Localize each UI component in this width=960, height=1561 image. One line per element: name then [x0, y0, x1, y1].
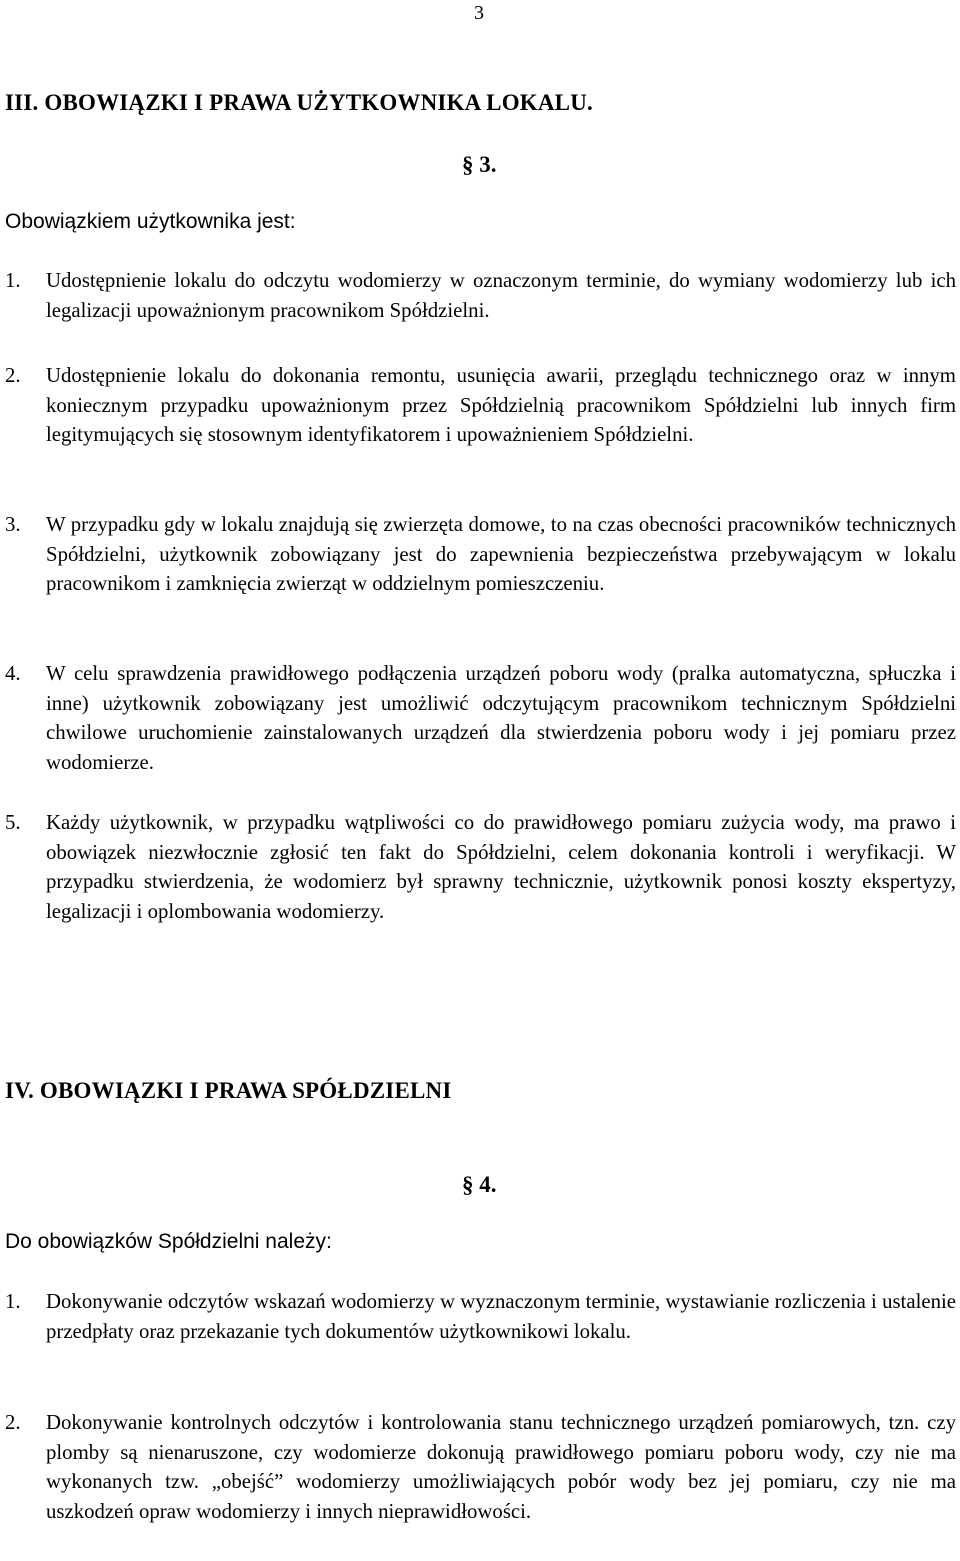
list-item — [5, 659, 956, 777]
list-item — [5, 510, 956, 599]
item-text: Udostępnienie lokalu do dokonania remontu, usunięcia awarii, przeglądu technicznego oraz w innym koniecznym przypadku upoważnionym przez Spółdzielnią pracownikom Spółdzielni lub innych firm legitymujących się stosownym identyfikatorem i upoważnieniem Spółdzielni. — [46, 364, 956, 447]
list-item — [5, 361, 956, 450]
item-number: 1. — [5, 1290, 21, 1313]
item-number: 1. — [5, 269, 21, 292]
item-text: W przypadku gdy w lokalu znajdują się zwierzęta domowe, to na czas obecności pracowników technicznych Spółdzielni, użytkownik zobowiązany jest do zapewnienia bezpieczeństwa przebywającym w lokalu pracownikom i zamknięcia zwierząt w oddzielnym pomieszczeniu. — [46, 513, 956, 596]
section-4-intro: Do obowiązków Spółdzielni należy: — [5, 1230, 332, 1253]
item-text: Dokonywanie odczytów wskazań wodomierzy w wyznaczonym terminie, wystawianie rozliczenia i ustalenie przedpłaty oraz przekazanie tych dokumentów użytkownikowi lokalu. — [46, 1290, 956, 1343]
list-item — [5, 1287, 956, 1346]
item-text: Każdy użytkownik, w przypadku wątpliwości co do prawidłowego pomiaru zużycia wody, ma prawo i obowiązek niezwłocznie zgłosić ten fakt do Spółdzielni, celem dokonania kontroli i weryfikacji. W przypadku stwierdzenia, że wodomierz był sprawny technicznie, użytkownik ponosi koszty ekspertyzy, legalizacji i oplombowania wodomierzy. — [46, 811, 956, 923]
list-item — [5, 1408, 956, 1526]
item-number: 4. — [5, 662, 21, 685]
list-item — [5, 266, 956, 325]
section-3-paragraph-sign: § 3. — [462, 152, 497, 177]
section-3-heading: III. OBOWIĄZKI I PRAWA UŻYTKOWNIKA LOKALU. — [5, 90, 593, 115]
section-4-paragraph-sign: § 4. — [462, 1172, 497, 1197]
item-text: Udostępnienie lokalu do odczytu wodomierzy w oznaczonym terminie, do wymiany wodomierzy lub ich legalizacji upoważnionym pracownikom Spółdzielni. — [46, 269, 956, 322]
section-3-intro: Obowiązkiem użytkownika jest: — [5, 210, 296, 233]
item-number: 3. — [5, 513, 21, 536]
section-4-heading: IV. OBOWIĄZKI I PRAWA SPÓŁDZIELNI — [5, 1078, 452, 1103]
item-number: 2. — [5, 364, 21, 387]
item-text: W celu sprawdzenia prawidłowego podłączenia urządzeń poboru wody (pralka automatyczna, spłuczka i inne) użytkownik zobowiązany jest umożliwić odczytującym pracownikom technicznym Spółdzielni chwilowe uruchomienie zainstalowanych urządzeń dla stwierdzenia poboru wody i jej pomiaru przez wodomierze. — [46, 662, 956, 774]
page-number: 3 — [474, 2, 484, 24]
list-item — [5, 808, 956, 926]
item-number: 2. — [5, 1411, 21, 1434]
item-number: 5. — [5, 811, 21, 834]
item-text: Dokonywanie kontrolnych odczytów i kontrolowania stanu technicznego urządzeń pomiarowych, tzn. czy plomby są nienaruszone, czy wodomierze dokonują prawidłowego pomiaru poboru wody, czy nie ma wykonanych tzw. „obejść” wodomierzy umożliwiających pobór wody bez jej pomiaru, czy nie ma uszkodzeń opraw wodomierzy i innych nieprawidłowości. — [46, 1411, 956, 1523]
